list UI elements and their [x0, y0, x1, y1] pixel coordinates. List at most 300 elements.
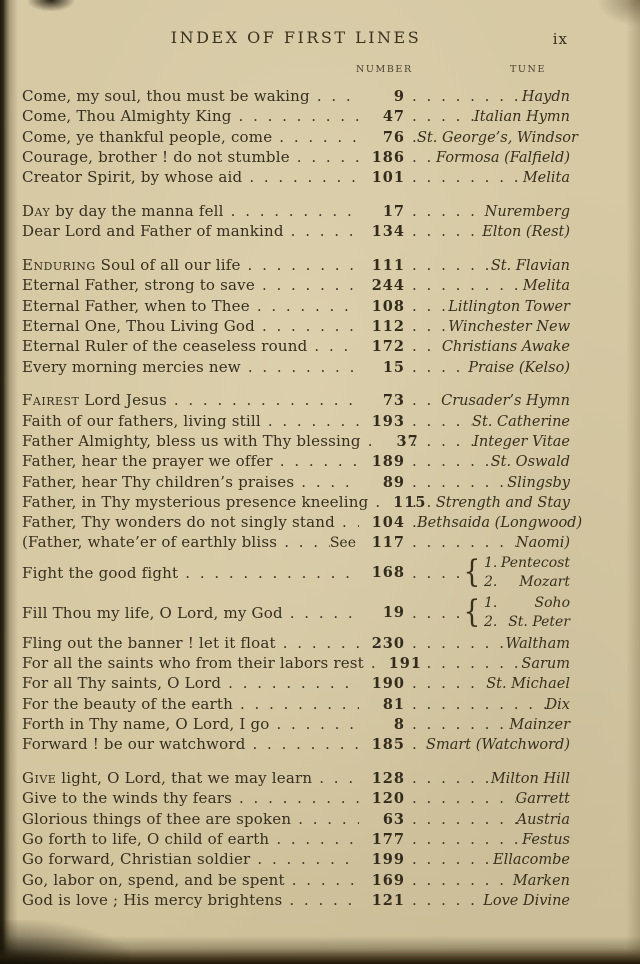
- dot-leader: [405, 653, 521, 673]
- row-left-section: [22, 694, 405, 714]
- first-line-text: Father, hear Thy children’s praises: [22, 472, 295, 491]
- index-row: [22, 411, 570, 431]
- dot-leader: [405, 167, 523, 187]
- dot-leader: [405, 86, 522, 106]
- index-row: [22, 593, 570, 633]
- row-left-section: [22, 357, 405, 377]
- index-row: [22, 167, 570, 187]
- dot-leader: [283, 603, 359, 623]
- hymn-number: 9: [393, 88, 405, 105]
- row-left-section: [22, 512, 405, 532]
- dot-leader: [246, 734, 360, 754]
- index-row: [22, 553, 570, 593]
- dot-leader: [284, 221, 359, 241]
- hymn-number: 190: [371, 675, 405, 693]
- first-line-text: Come, ye thankful people, come: [22, 127, 273, 146]
- tune-name: Crusader’s Hymn: [441, 393, 570, 410]
- row-left-section: [22, 255, 405, 275]
- first-line-text: Father, hear the prayer we offer: [22, 452, 273, 471]
- index-row: [22, 431, 570, 451]
- dot-leader: [405, 472, 507, 492]
- page-corner-shadow-bottom-left: [0, 920, 130, 964]
- index-row: [22, 532, 570, 552]
- row-right-section: [405, 106, 570, 126]
- hymn-number: 185: [371, 736, 405, 754]
- hymn-number: 169: [371, 871, 405, 889]
- dot-leader: [290, 147, 359, 167]
- first-line-text: (Father, whate’er of earthly bliss: [22, 533, 278, 552]
- row-right-section: [405, 167, 570, 187]
- page-edge-shadow-left: [0, 0, 18, 964]
- row-right-section: [405, 633, 570, 653]
- index-row: [22, 221, 570, 241]
- index-row: [22, 451, 570, 471]
- tune-option-number: 1.: [484, 594, 498, 611]
- row-right-section: [405, 357, 570, 377]
- hymn-number: 47: [382, 108, 405, 126]
- row-left-section: [22, 451, 405, 471]
- row-left-section: [22, 106, 405, 126]
- dot-leader: [405, 563, 462, 583]
- tune-name: Praise (Kelso): [468, 359, 570, 376]
- dot-leader: [405, 870, 513, 890]
- row-right-section: [405, 512, 583, 532]
- index-row: [22, 694, 570, 714]
- dot-leader: [405, 809, 517, 829]
- index-row: [22, 890, 570, 910]
- dot-leader: [405, 788, 516, 808]
- row-left-section: [22, 673, 405, 693]
- tune-name: Waltham: [505, 635, 570, 652]
- first-line-text: For all the saints who from their labors rest: [22, 654, 364, 673]
- row-right-section: [405, 472, 570, 492]
- row-left-section: [22, 296, 405, 316]
- dot-leader: [368, 492, 380, 512]
- group-lead-word: Enduring: [22, 256, 96, 275]
- hymn-number: 19: [382, 603, 405, 621]
- index-row: [22, 714, 570, 734]
- dot-leader: [405, 336, 442, 356]
- first-line-text: Eternal Father, strong to save: [22, 276, 255, 295]
- hymn-number: 76: [382, 128, 405, 146]
- group-lead-word: Give: [22, 769, 57, 788]
- dot-leader: [277, 532, 330, 552]
- hymn-number: 186: [371, 148, 405, 166]
- hymn-number: 168: [371, 563, 405, 581]
- row-left-section: [22, 593, 405, 633]
- hymn-number: 120: [371, 790, 405, 808]
- dot-leader: [405, 275, 523, 295]
- tune-name: Christians Awake: [441, 339, 570, 356]
- index-row: [22, 336, 570, 356]
- page-corner-shadow-top-right: [598, 0, 640, 26]
- dot-leader: [167, 390, 359, 410]
- hymn-number: 8: [393, 715, 405, 733]
- index-row: [22, 768, 570, 788]
- dot-leader: [269, 829, 359, 849]
- dot-leader: [405, 255, 491, 275]
- dot-leader: [405, 411, 472, 431]
- row-left-section: [22, 431, 419, 451]
- index-row: [22, 492, 570, 512]
- dot-leader: [276, 633, 359, 653]
- dot-leader: [335, 512, 359, 532]
- row-left-section: [22, 532, 405, 552]
- dot-leader: [405, 633, 506, 653]
- hymn-number: 189: [371, 453, 405, 471]
- dot-leader: [405, 532, 516, 552]
- row-right-section: [405, 411, 570, 431]
- tune-name: Italian Hymn: [474, 109, 570, 126]
- index-row: [22, 870, 570, 890]
- first-line-text: Glorious things of thee are spoken: [22, 809, 292, 828]
- tune-name: Dix: [545, 696, 570, 713]
- first-line-text: Every morning mercies new: [22, 357, 241, 376]
- dot-leader: [270, 714, 359, 734]
- hymn-number: 244: [371, 277, 405, 295]
- dot-leader: [405, 849, 493, 869]
- dot-leader: [250, 296, 359, 316]
- index-row: [22, 734, 570, 754]
- dot-leader: [255, 316, 359, 336]
- dot-leader: [233, 694, 359, 714]
- row-right-section: [405, 201, 570, 221]
- dot-leader: [255, 275, 359, 295]
- index-row: [22, 275, 570, 295]
- row-left-section: [22, 768, 405, 788]
- first-line-text: Come, Thou Almighty King: [22, 107, 232, 126]
- first-line-text: Fling out the banner ! let it float: [22, 633, 276, 652]
- first-line-text: Go forth to life, O child of earth: [22, 829, 270, 848]
- hymn-number: 128: [371, 770, 405, 788]
- tune-option-name: Mozart: [519, 573, 570, 590]
- row-left-section: [22, 201, 405, 221]
- hymn-number: 112: [371, 317, 405, 335]
- index-row: [22, 788, 570, 808]
- row-right-section: [405, 829, 570, 849]
- index-row: [22, 316, 570, 336]
- tune-name: Garrett: [515, 791, 570, 808]
- dot-leader: [405, 127, 417, 147]
- index-row: [22, 201, 570, 221]
- hymn-number: 172: [371, 338, 405, 356]
- dot-leader: [285, 870, 359, 890]
- row-right-section: [405, 221, 570, 241]
- hymn-number: 81: [382, 695, 405, 713]
- row-right-section: [405, 390, 570, 410]
- hymn-number: 101: [371, 169, 405, 187]
- row-left-section: [22, 390, 405, 410]
- index-row: [22, 512, 583, 532]
- row-right-section: [405, 532, 570, 552]
- dot-leader: [307, 336, 359, 356]
- tune-name: Litlington Tower: [448, 298, 570, 315]
- dot-leader: [282, 890, 359, 910]
- dot-leader: [312, 768, 359, 788]
- dot-leader: [405, 714, 509, 734]
- row-left-section: [22, 714, 405, 734]
- dot-leader: [405, 201, 485, 221]
- page-edge-shadow-right: [626, 0, 640, 964]
- tune-name: Smart (Watchword): [426, 737, 570, 754]
- row-left-section: [22, 167, 405, 187]
- hymn-number: 17: [382, 202, 405, 220]
- dot-leader: [224, 201, 359, 221]
- row-right-section: [405, 127, 578, 147]
- row-right-section: [405, 86, 570, 106]
- first-line-text: Go, labor on, spend, and be spent: [22, 870, 285, 889]
- dot-leader: [405, 316, 448, 336]
- dot-leader: [405, 890, 483, 910]
- row-right-section: [405, 673, 570, 693]
- row-right-section: [405, 694, 570, 714]
- first-line-text: Father, Thy wonders do not singly stand: [22, 513, 335, 532]
- row-right-section: [405, 255, 570, 275]
- tune-name: Festus: [522, 831, 570, 848]
- row-left-section: [22, 849, 405, 869]
- dot-leader: [232, 788, 359, 808]
- tune-name: St. Catherine: [472, 413, 570, 430]
- row-left-section: [22, 788, 405, 808]
- hymn-number: 15: [382, 358, 405, 376]
- dot-leader: [221, 673, 359, 693]
- tune-option-name: St. Peter: [508, 613, 570, 630]
- first-line-text: Go forward, Christian soldier: [22, 850, 251, 869]
- first-line-text: Father Almighty, bless us with Thy blessing: [22, 431, 361, 450]
- first-line-text: Give light, O Lord, that we may learn: [22, 769, 313, 788]
- hymn-number: 230: [371, 634, 405, 652]
- index-row: [22, 106, 570, 126]
- first-line-text: Forward ! be our watchword: [22, 735, 246, 754]
- row-left-section: [22, 316, 405, 336]
- first-line-text: Eternal One, Thou Living God: [22, 316, 255, 335]
- hymn-number: 134: [371, 223, 405, 241]
- dot-leader: [405, 357, 468, 377]
- row-right-section: [405, 316, 570, 336]
- dot-leader: [405, 106, 474, 126]
- index-row: [22, 255, 570, 275]
- row-left-section: [22, 147, 405, 167]
- first-line-text: Come, my soul, thou must be waking: [22, 87, 310, 105]
- row-right-section: [405, 431, 570, 451]
- index-row: [22, 147, 570, 167]
- dot-leader: [405, 694, 546, 714]
- see-reference: See: [329, 535, 356, 552]
- page-content: [22, 28, 583, 910]
- index-rows: [22, 86, 583, 910]
- row-right-section: [405, 714, 570, 734]
- tune-name: St. Michael: [486, 676, 570, 693]
- tune-option-number: 1.: [484, 554, 498, 571]
- hymn-number: 177: [371, 830, 405, 848]
- hymn-number: 111: [371, 257, 405, 275]
- index-row: [22, 86, 570, 106]
- dot-leader: [405, 147, 436, 167]
- tune-name: Formosa (Falfield): [436, 149, 570, 166]
- dot-leader: [361, 431, 373, 451]
- row-right-section: [405, 890, 570, 910]
- tune-name: Slingsby: [507, 474, 570, 491]
- row-left-section: [22, 553, 405, 593]
- row-right-section: [405, 147, 570, 167]
- first-line-text: For the beauty of the earth: [22, 694, 234, 713]
- tune-name: Austria: [516, 811, 570, 828]
- tune-name: Melita: [522, 278, 570, 295]
- first-line-text: Dear Lord and Father of mankind: [22, 222, 284, 241]
- tune-options: [484, 594, 570, 632]
- row-right-section: [405, 849, 570, 869]
- row-left-section: [22, 890, 405, 910]
- row-left-section: [22, 411, 405, 431]
- tune-option-name: Soho: [534, 594, 570, 611]
- row-right-section: [405, 809, 570, 829]
- tune-name: Elton (Rest): [482, 224, 570, 241]
- row-left-section: [22, 653, 422, 673]
- row-left-section: [22, 86, 405, 106]
- tune-name: [462, 594, 570, 632]
- dot-leader: [291, 809, 359, 829]
- hymn-number: 199: [371, 851, 405, 869]
- first-line-text: Fill Thou my life, O Lord, my God: [22, 603, 283, 622]
- first-line-text: Creator Spirit, by whose aid: [22, 168, 243, 187]
- row-left-section: [22, 275, 405, 295]
- column-header-tune: TUNE: [510, 64, 546, 75]
- index-row: [22, 809, 570, 829]
- dot-leader: [405, 829, 522, 849]
- tune-name: Marken: [512, 872, 570, 889]
- dot-leader: [405, 296, 448, 316]
- tune-name: Nuremberg: [484, 203, 570, 220]
- row-right-section: [405, 275, 570, 295]
- first-line-text: Enduring Soul of all our life: [22, 256, 241, 275]
- dot-leader: [405, 221, 482, 241]
- tune-option: [484, 573, 570, 592]
- row-right-section: [405, 336, 570, 356]
- dot-leader: [405, 673, 486, 693]
- tune-name: Ellacombe: [493, 852, 570, 869]
- tune-name: Bethsaida (Longwood): [417, 515, 583, 532]
- index-row: [22, 390, 570, 410]
- tune-name: Milton Hill: [490, 771, 570, 788]
- row-right-section: [405, 653, 570, 673]
- tune-name: Sarum: [521, 656, 570, 673]
- hymn-number: 191: [388, 655, 422, 673]
- hymn-number: 117: [371, 534, 405, 552]
- tune-option-number: 2.: [484, 573, 498, 590]
- hymn-number: 121: [371, 891, 405, 909]
- row-left-section: [22, 809, 405, 829]
- dot-leader: [294, 472, 359, 492]
- group-lead-word: Fairest: [22, 391, 80, 410]
- first-line-text: Give to the winds thy fears: [22, 789, 232, 808]
- brace-glyph: {: [463, 554, 481, 591]
- index-row: [22, 849, 570, 869]
- dot-leader: [178, 563, 359, 583]
- dot-leader: [261, 411, 359, 431]
- dot-leader: [405, 734, 426, 754]
- first-line-text: God is love ; His mercy brightens: [22, 890, 283, 909]
- row-right-section: [405, 734, 570, 754]
- index-row: [22, 829, 570, 849]
- row-right-section: [405, 593, 570, 633]
- first-line-text: Eternal Father, when to Thee: [22, 296, 250, 315]
- dot-leader: [241, 357, 359, 377]
- index-row: [22, 633, 570, 653]
- dot-leader: [272, 127, 359, 147]
- row-left-section: [22, 127, 405, 147]
- page-number: ix: [552, 30, 568, 48]
- row-left-section: [22, 221, 405, 241]
- dot-leader: [405, 603, 462, 623]
- tune-options: [484, 554, 570, 592]
- dot-leader: [405, 451, 491, 471]
- dot-leader: [241, 255, 359, 275]
- tune-name: Haydn: [521, 89, 570, 105]
- index-row: [22, 673, 570, 693]
- dot-leader: [405, 512, 417, 532]
- tune-name: St. Flavian: [490, 258, 570, 275]
- tune-option: [484, 554, 570, 573]
- first-line-text: Fight the good fight: [22, 563, 179, 582]
- tune-option-name: Pentecost: [500, 554, 570, 571]
- first-line-text: Father, in Thy mysterious presence kneeling: [22, 492, 369, 511]
- tune-name: St. Oswald: [490, 454, 570, 471]
- index-row: [22, 296, 570, 316]
- dot-leader: [250, 849, 359, 869]
- first-line-text: Eternal Ruler of the ceaseless round: [22, 337, 308, 356]
- group-lead-word: Day: [22, 201, 51, 220]
- dot-leader: [273, 451, 359, 471]
- hymn-number: 89: [382, 473, 405, 491]
- row-left-section: [22, 336, 405, 356]
- dot-leader: [242, 167, 359, 187]
- first-line-text: Courage, brother ! do not stumble: [22, 147, 290, 166]
- row-right-section: [405, 788, 570, 808]
- dot-leader: [405, 390, 441, 410]
- hymn-number: 108: [371, 297, 405, 315]
- tune-name: Melita: [522, 170, 570, 187]
- row-left-section: [22, 633, 405, 653]
- tune-name: Integer Vitae: [473, 433, 570, 450]
- hymn-number: 193: [371, 412, 405, 430]
- row-right-section: [405, 870, 570, 890]
- dot-leader: [405, 431, 473, 451]
- tune-name: Strength and Stay: [435, 494, 570, 511]
- tune-name: [462, 554, 570, 592]
- tune-name: Naomi): [515, 535, 570, 552]
- index-row: [22, 357, 570, 377]
- tune-option: [484, 613, 570, 632]
- tune-name: Love Divine: [483, 892, 570, 909]
- hymn-number: 104: [371, 514, 405, 532]
- dot-leader: [364, 653, 376, 673]
- index-row: [22, 653, 570, 673]
- title-row: [22, 28, 570, 52]
- page-corner-mark-top-left: [28, 0, 74, 11]
- row-right-section: [405, 553, 570, 593]
- page-title: INDEX OF FIRST LINES: [170, 28, 422, 47]
- row-left-section: [22, 870, 405, 890]
- row-right-section: [405, 296, 570, 316]
- row-left-section: [22, 829, 405, 849]
- first-line-text: Faith of our fathers, living still: [22, 411, 261, 430]
- row-right-section: [405, 451, 570, 471]
- first-line-text: For all Thy saints, O Lord: [22, 674, 222, 693]
- tune-name: Mainzer: [509, 716, 570, 733]
- hymn-number: 37: [396, 432, 419, 450]
- column-header-number: NUMBER: [356, 64, 413, 75]
- first-line-text: Fairest Lord Jesus: [22, 391, 167, 410]
